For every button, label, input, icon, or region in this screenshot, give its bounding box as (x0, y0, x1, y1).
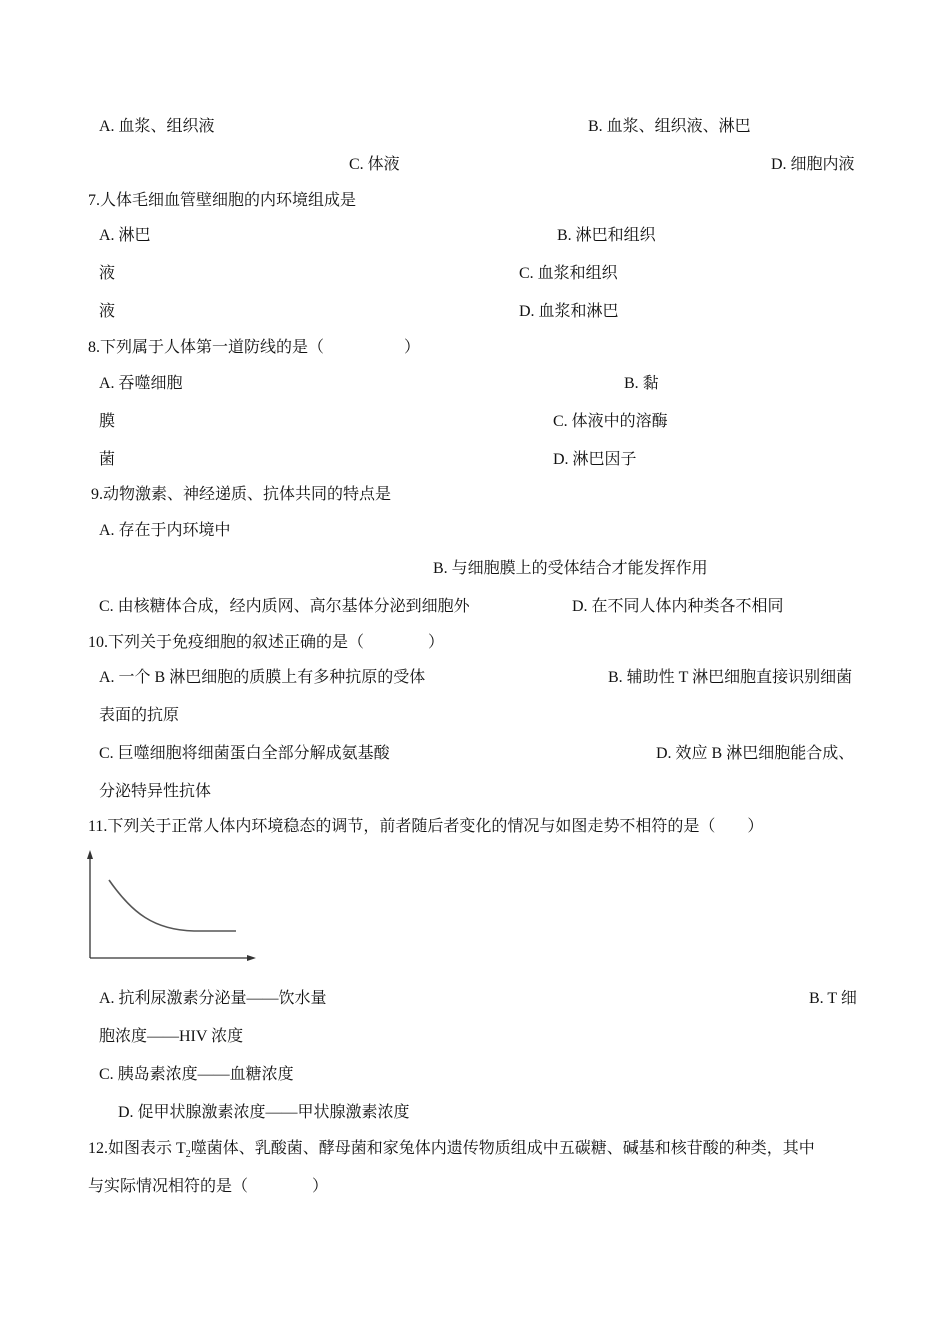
q7-option-c: C. 血浆和组织 (519, 265, 618, 282)
q7-option-b: B. 淋巴和组织 (557, 227, 656, 244)
q8-option-c-wrap: 菌 (99, 451, 116, 468)
q9-option-b: B. 与细胞膜上的受体结合才能发挥作用 (433, 560, 708, 577)
q8-option-b: B. 黏 (624, 375, 659, 392)
q8-option-d: D. 淋巴因子 (553, 451, 637, 468)
q9-stem: 9.动物激素、神经递质、抗体共同的特点是 (91, 486, 392, 503)
y-axis-arrow-icon (87, 850, 93, 859)
q11-option-b: B. T 细 (809, 990, 857, 1007)
q7-stem: 7.人体毛细血管壁细胞的内环境组成是 (88, 192, 357, 209)
q9-option-a: A. 存在于内环境中 (99, 522, 231, 539)
q10-option-d: D. 效应 B 淋巴细胞能合成、 (656, 745, 855, 762)
q6-option-d: D. 细胞内液 (771, 156, 855, 173)
q7-option-b-wrap: 液 (99, 265, 116, 282)
q11-stem: 11.下列关于正常人体内环境稳态的调节，前者随后者变化的情况与如图走势不相符的是（ ） (88, 818, 764, 835)
q8-option-b-wrap: 膜 (99, 413, 116, 430)
q12-stem-line2: 与实际情况相符的是（ ） (88, 1178, 329, 1195)
q10-option-b-wrap: 表面的抗原 (99, 707, 180, 724)
q12-subscript: 2 (185, 1149, 191, 1161)
decreasing-curve (109, 880, 236, 931)
q11-option-a: A. 抗利尿激素分泌量——饮水量 (99, 990, 327, 1007)
q7-option-c-wrap: 液 (99, 303, 116, 320)
q6-option-c: C. 体液 (349, 156, 400, 173)
q11-option-b-wrap: 胞浓度——HIV 浓度 (99, 1028, 244, 1045)
q8-option-c: C. 体液中的溶酶 (553, 413, 668, 430)
q7-option-a: A. 淋巴 (99, 227, 151, 244)
q9-option-d: D. 在不同人体内种类各不相同 (572, 598, 784, 615)
q10-option-a: A. 一个 B 淋巴细胞的质膜上有多种抗原的受体 (99, 669, 426, 686)
q6-option-b: B. 血浆、组织液、淋巴 (588, 118, 751, 135)
q8-option-a: A. 吞噬细胞 (99, 375, 183, 392)
q12-stem (88, 1139, 815, 1165)
q7-option-d: D. 血浆和淋巴 (519, 303, 619, 320)
q12-stem-rest: 噬菌体、乳酸菌、酵母菌和家兔体内遗传物质组成中五碳糖、碱基和核苷酸的种类，其中 (190, 1140, 815, 1157)
q10-option-b: B. 辅助性 T 淋巴细胞直接识别细菌 (608, 669, 853, 686)
q12-stem-start: 12.如图表示 T (88, 1140, 186, 1157)
q10-stem: 10.下列关于免疫细胞的叙述正确的是（ ） (88, 634, 445, 651)
x-axis-arrow-icon (247, 955, 256, 961)
q11-option-c: C. 胰岛素浓度——血糖浓度 (99, 1066, 294, 1083)
q11-trend-figure (84, 848, 264, 966)
q10-option-d-wrap: 分泌特异性抗体 (99, 783, 212, 800)
q8-stem: 8.下列属于人体第一道防线的是（ ） (88, 339, 421, 356)
q11-option-d: D. 促甲状腺激素浓度——甲状腺激素浓度 (118, 1104, 410, 1121)
q10-option-c: C. 巨噬细胞将细菌蛋白全部分解成氨基酸 (99, 745, 390, 762)
q6-option-a: A. 血浆、组织液 (99, 118, 215, 135)
q9-option-c: C. 由核糖体合成，经内质网、高尔基体分泌到细胞外 (99, 598, 470, 615)
